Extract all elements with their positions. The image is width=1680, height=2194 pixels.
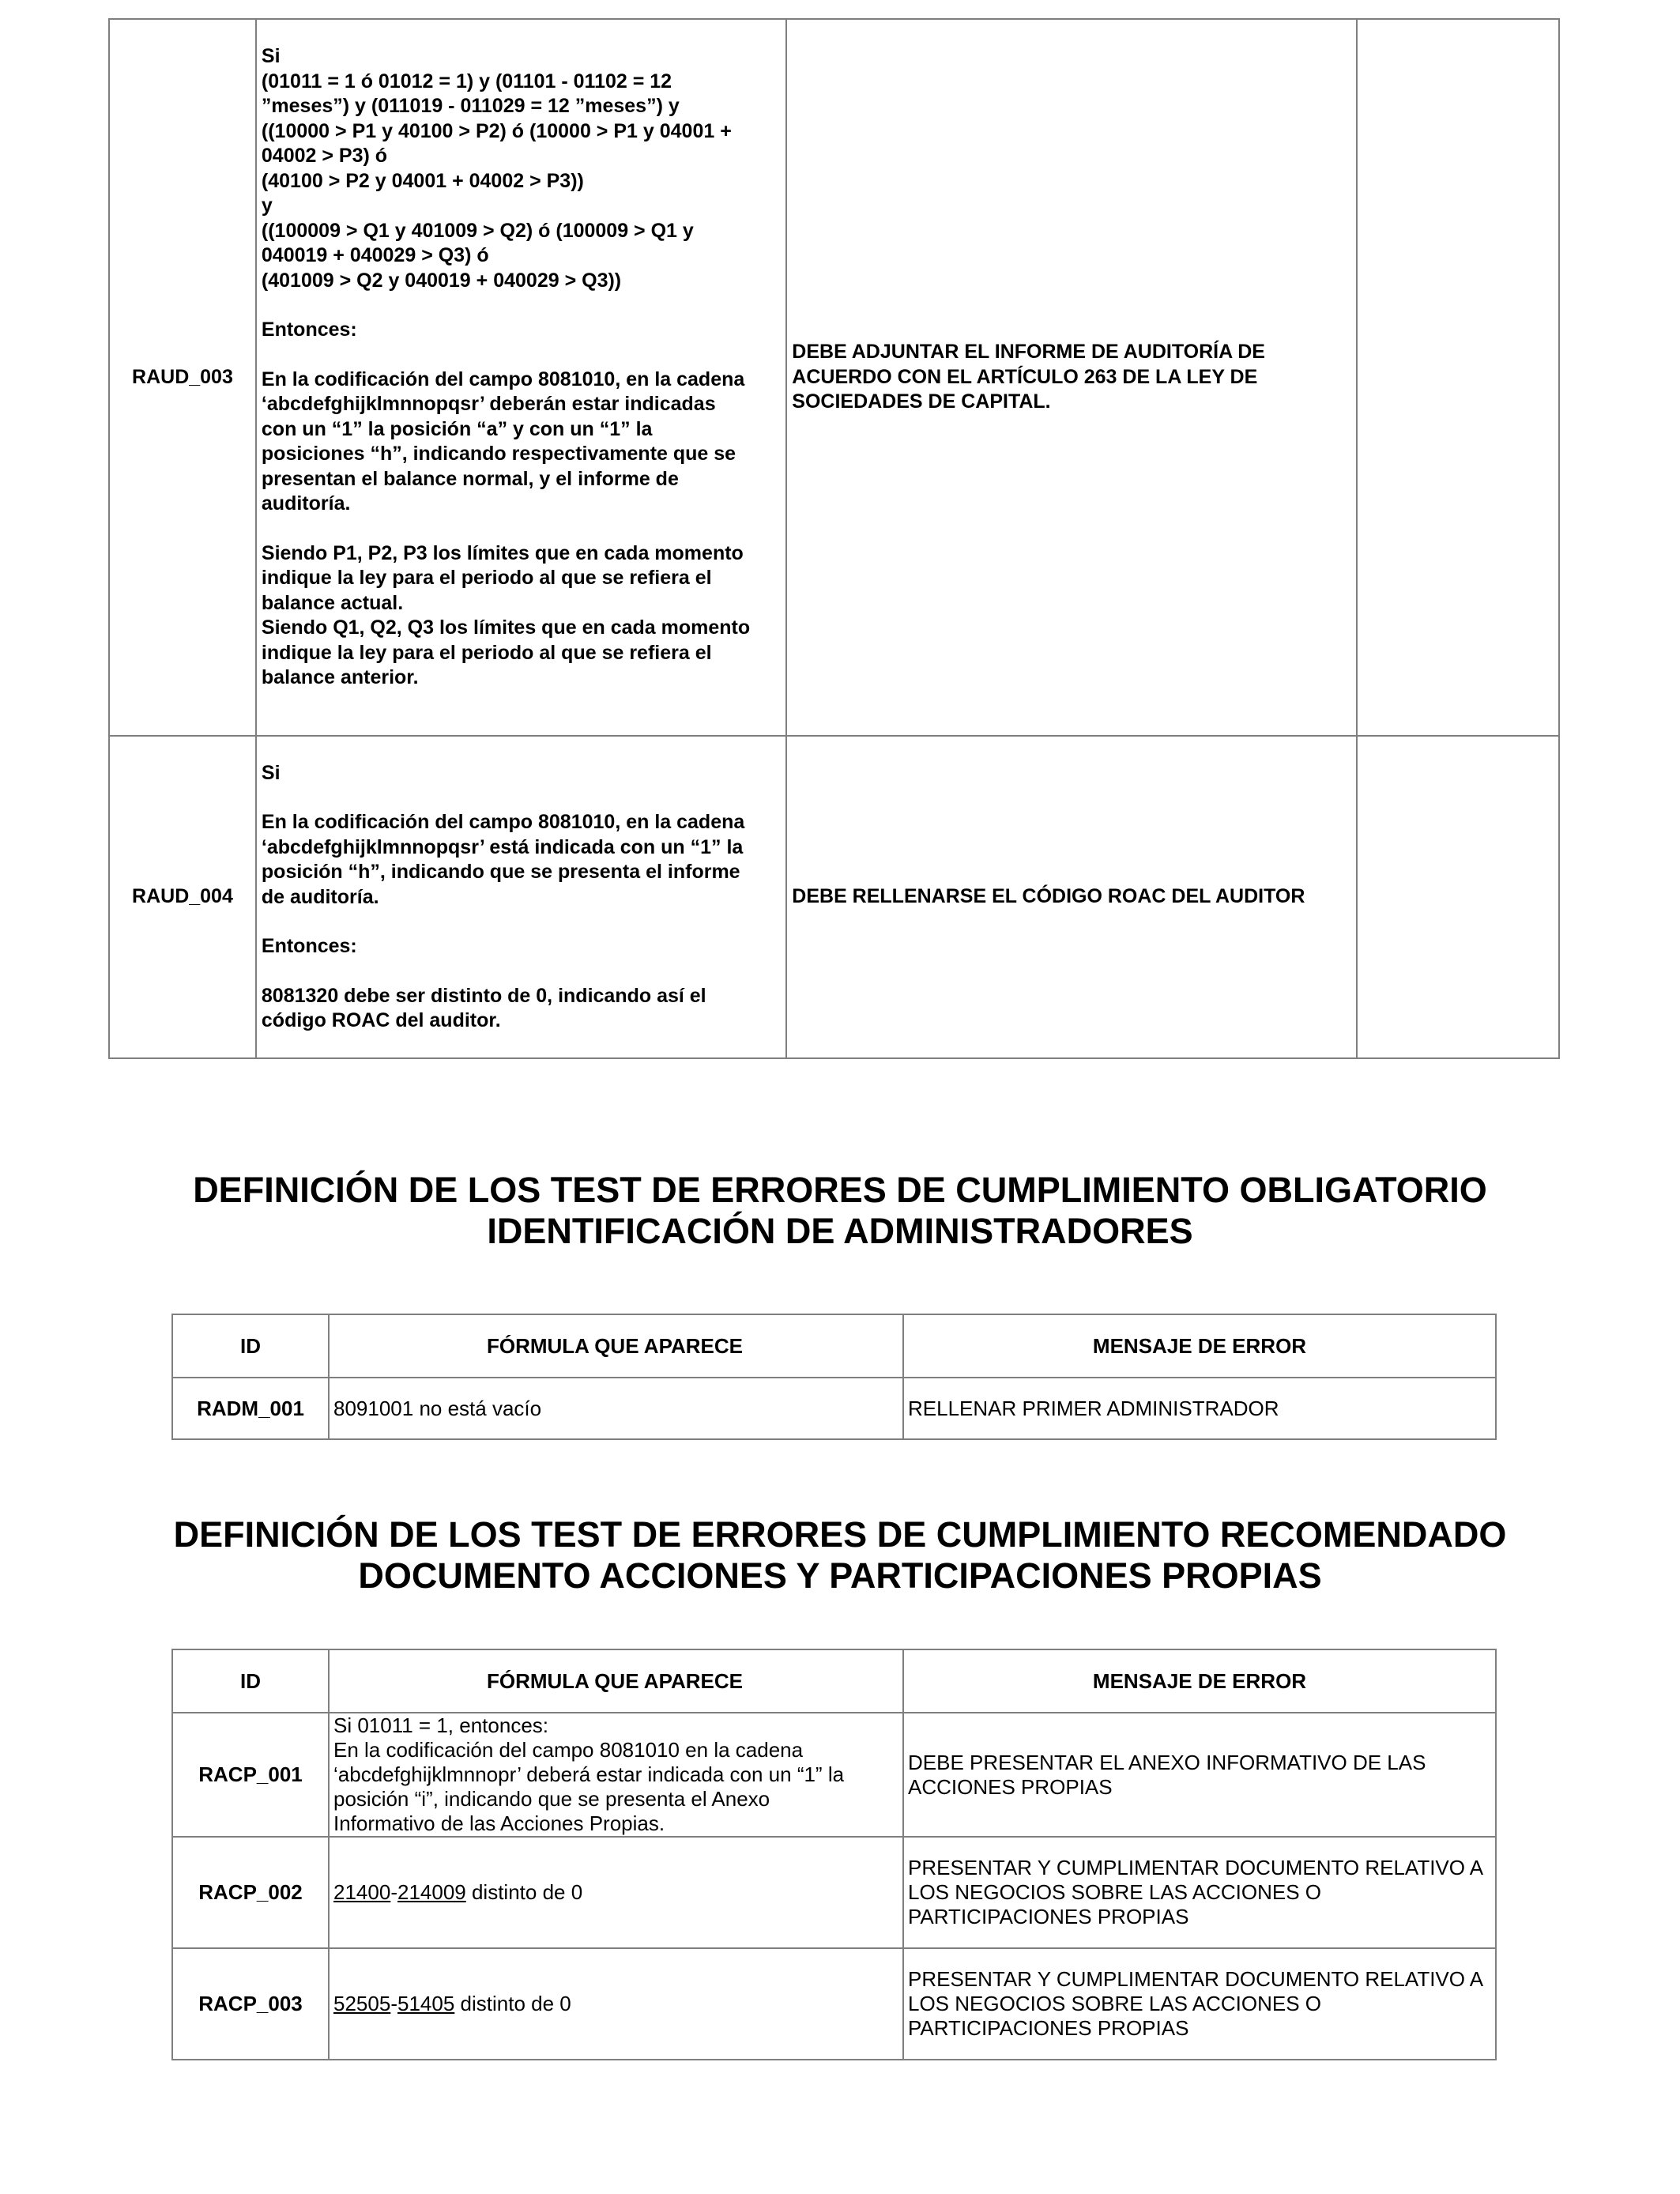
formula-line: ‘abcdefghijklmnnopr’ deberá estar indicada con un “1” la bbox=[333, 1762, 845, 1786]
rule-formula bbox=[329, 1948, 903, 2060]
table-row bbox=[172, 1948, 1496, 2060]
section-title-line: DEFINICIÓN DE LOS TEST DE ERRORES DE CUMPLIMIENTO RECOMENDADO bbox=[173, 1514, 1507, 1555]
rule-id: RACP_003 bbox=[172, 1948, 329, 2060]
formula-line: En la codificación del campo 8081010, en la cadena bbox=[261, 368, 745, 390]
rule-extra bbox=[1357, 736, 1559, 1058]
formula-line bbox=[262, 343, 781, 368]
table-row bbox=[109, 19, 1559, 736]
formula-line: Si bbox=[261, 45, 281, 67]
formula-line: de auditoría. bbox=[261, 885, 379, 908]
rule-id: RADM_001 bbox=[172, 1378, 329, 1439]
formula-line: Si 01011 = 1, entonces: bbox=[333, 1713, 548, 1737]
formula-line: 04002 > P3) ó bbox=[261, 145, 388, 167]
formula-line: con un “1” la posición “a” y con un “1” la bbox=[261, 417, 653, 440]
rule-formula bbox=[256, 19, 786, 736]
section-title-line: DOCUMENTO ACCIONES Y PARTICIPACIONES PROPIAS bbox=[358, 1555, 1322, 1596]
table-header-row bbox=[172, 1314, 1496, 1378]
formula-line: Siendo Q1, Q2, Q3 los límites que en cada momento bbox=[261, 616, 751, 639]
formula-line: Entonces: bbox=[261, 935, 357, 957]
code-separator: - bbox=[390, 1880, 397, 1904]
table-row bbox=[172, 1713, 1496, 1837]
rule-id: RAUD_003 bbox=[109, 19, 256, 736]
rule-message: DEBE RELLENARSE EL CÓDIGO ROAC DEL AUDITOR bbox=[786, 736, 1357, 1058]
section-title-line: IDENTIFICACIÓN DE ADMINISTRADORES bbox=[487, 1211, 1193, 1251]
formula-line: Entonces: bbox=[261, 319, 357, 341]
section-title-acciones bbox=[0, 1514, 1680, 1596]
formula-line: código ROAC del auditor. bbox=[261, 1009, 501, 1031]
formula-text: distinto de 0 bbox=[465, 1880, 583, 1904]
column-header-id: ID bbox=[172, 1314, 329, 1378]
field-code: 51405 bbox=[397, 1992, 455, 2015]
formula-line: Siendo P1, P2, P3 los límites que en cada momento bbox=[261, 541, 744, 564]
admin-rules-table bbox=[171, 1314, 1497, 1440]
rule-formula bbox=[256, 736, 786, 1058]
formula-line: indique la ley para el periodo al que se refiera el bbox=[261, 567, 712, 589]
code-separator: - bbox=[390, 1992, 397, 2015]
formula-line: indique la ley para el periodo al que se refiera el bbox=[261, 641, 712, 664]
rule-extra bbox=[1357, 19, 1559, 736]
section-title-admin bbox=[0, 1170, 1680, 1252]
formula-line bbox=[262, 786, 781, 810]
rule-formula bbox=[329, 1837, 903, 1948]
column-header-message: MENSAJE DE ERROR bbox=[903, 1314, 1496, 1378]
table-row bbox=[109, 736, 1559, 1058]
column-header-message: MENSAJE DE ERROR bbox=[903, 1649, 1496, 1713]
audit-rules-table bbox=[108, 18, 1560, 1059]
rule-id: RACP_001 bbox=[172, 1713, 329, 1837]
formula-line: posición “i”, indicando que se presenta el Anexo bbox=[333, 1787, 770, 1811]
formula-line: 040019 + 040029 > Q3) ó bbox=[261, 244, 489, 266]
formula-line: ‘abcdefghijklmnnopqsr’ está indicada con un “1” la bbox=[261, 835, 744, 858]
formula-line: ‘abcdefghijklmnnopqsr’ deberán estar indicadas bbox=[261, 393, 716, 415]
formula-line bbox=[262, 293, 781, 318]
formula-line bbox=[262, 517, 781, 541]
formula-line: 8081320 debe ser distinto de 0, indicando así el bbox=[261, 984, 706, 1007]
rule-id: RACP_002 bbox=[172, 1837, 329, 1948]
rule-formula: 8091001 no está vacío bbox=[329, 1378, 903, 1439]
field-code: 21400 bbox=[333, 1880, 391, 1904]
formula-line: (01011 = 1 ó 01012 = 1) y (01101 - 01102 = 12 bbox=[261, 70, 672, 92]
rule-formula bbox=[329, 1713, 903, 1837]
formula-line: presentan el balance normal, y el informe de bbox=[261, 467, 679, 490]
formula-line: Informativo de las Acciones Propias. bbox=[333, 1811, 665, 1835]
rule-message: DEBE PRESENTAR EL ANEXO INFORMATIVO DE LAS ACCIONES PROPIAS bbox=[903, 1713, 1496, 1837]
formula-line bbox=[262, 910, 781, 934]
column-header-formula: FÓRMULA QUE APARECE bbox=[329, 1649, 903, 1713]
rule-message: DEBE ADJUNTAR EL INFORME DE AUDITORÍA DE ACUERDO CON EL ARTÍCULO 263 DE LA LEY DE SOCIEDADES DE CAPITAL. bbox=[786, 19, 1357, 736]
formula-line: auditoría. bbox=[261, 492, 351, 515]
column-header-formula: FÓRMULA QUE APARECE bbox=[329, 1314, 903, 1378]
formula-line: balance anterior. bbox=[261, 666, 419, 688]
acciones-rules-table bbox=[171, 1649, 1497, 2060]
formula-line: balance actual. bbox=[261, 591, 404, 614]
formula-line: En la codificación del campo 8081010 en la cadena bbox=[333, 1738, 804, 1762]
column-header-id: ID bbox=[172, 1649, 329, 1713]
formula-text: distinto de 0 bbox=[454, 1992, 571, 2015]
table-row bbox=[172, 1837, 1496, 1948]
formula-line: ((10000 > P1 y 40100 > P2) ó (10000 > P1 y 04001 + bbox=[261, 119, 732, 142]
section-title-line: DEFINICIÓN DE LOS TEST DE ERRORES DE CUMPLIMIENTO OBLIGATORIO bbox=[193, 1170, 1487, 1210]
formula-line: Si bbox=[261, 761, 281, 784]
formula-line bbox=[262, 959, 781, 984]
table-header-row bbox=[172, 1649, 1496, 1713]
rule-message: PRESENTAR Y CUMPLIMENTAR DOCUMENTO RELATIVO A LOS NEGOCIOS SOBRE LAS ACCIONES O PARTICIPACIONES PROPIAS bbox=[903, 1837, 1496, 1948]
formula-line: posición “h”, indicando que se presenta el informe bbox=[261, 861, 740, 883]
rule-id: RAUD_004 bbox=[109, 736, 256, 1058]
formula-line: ”meses”) y (011019 - 011029 = 12 ”meses”) y bbox=[261, 95, 680, 117]
rule-message: RELLENAR PRIMER ADMINISTRADOR bbox=[903, 1378, 1496, 1439]
formula-line: posiciones “h”, indicando respectivamente que se bbox=[261, 443, 736, 465]
field-code: 52505 bbox=[333, 1992, 391, 2015]
formula-line: (40100 > P2 y 04001 + 04002 > P3)) bbox=[261, 169, 584, 192]
formula-line: En la codificación del campo 8081010, en la cadena bbox=[261, 811, 745, 833]
rule-message: PRESENTAR Y CUMPLIMENTAR DOCUMENTO RELATIVO A LOS NEGOCIOS SOBRE LAS ACCIONES O PARTICIPACIONES PROPIAS bbox=[903, 1948, 1496, 2060]
formula-line: ((100009 > Q1 y 401009 > Q2) ó (100009 > Q1 y bbox=[261, 219, 694, 242]
field-code: 214009 bbox=[397, 1880, 466, 1904]
table-row bbox=[172, 1378, 1496, 1439]
formula-line: y bbox=[261, 194, 273, 217]
formula-line: (401009 > Q2 y 040019 + 040029 > Q3)) bbox=[261, 269, 622, 292]
